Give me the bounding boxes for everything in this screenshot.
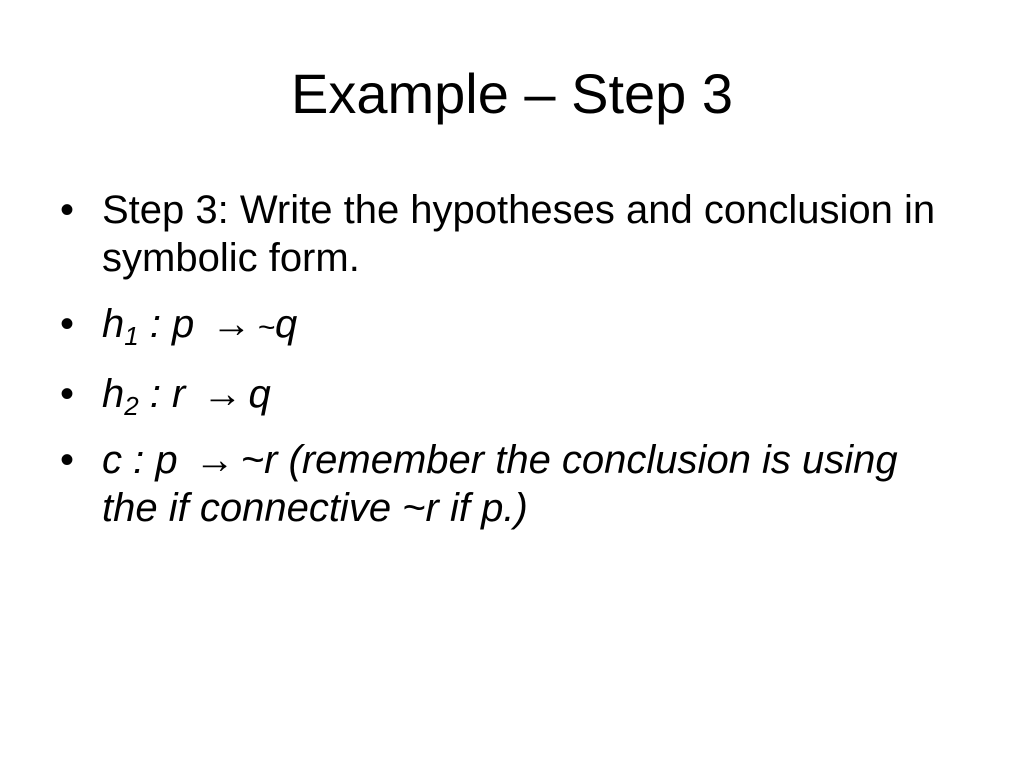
hypothesis-right: q	[248, 372, 271, 416]
negation-symbol: ~	[257, 311, 275, 344]
bullet-icon: •	[60, 372, 75, 416]
bullet-icon: •	[60, 438, 75, 482]
conclusion-prefix: c : p	[102, 438, 178, 482]
bullet-icon: •	[60, 302, 75, 346]
hypothesis-subscript: 1	[124, 321, 139, 351]
bullet-item-step3	[60, 186, 940, 282]
arrow-right-icon: →	[194, 438, 235, 482]
bullet-item-conclusion	[60, 436, 940, 532]
hypothesis-var: h	[102, 372, 125, 416]
arrow-right-icon: →	[211, 302, 252, 346]
bullet-text: Step 3: Write the hypotheses and conclusion in symbolic form.	[102, 188, 936, 280]
hypothesis-subscript: 2	[124, 391, 139, 421]
bullet-item-h1	[60, 300, 940, 352]
bullet-list	[60, 186, 940, 550]
hypothesis-left: : p	[138, 302, 195, 346]
hypothesis-right: q	[274, 302, 298, 346]
slide-title: Example – Step 3	[290, 62, 734, 125]
conclusion-rest: ~r (remember the conclusion is using the if connective ~r if p.)	[102, 438, 898, 530]
bullet-icon: •	[60, 188, 75, 232]
hypothesis-left: : r	[138, 372, 186, 416]
hypothesis-var: h	[102, 302, 125, 346]
bullet-item-h2	[60, 370, 940, 421]
arrow-right-icon: →	[202, 372, 243, 416]
